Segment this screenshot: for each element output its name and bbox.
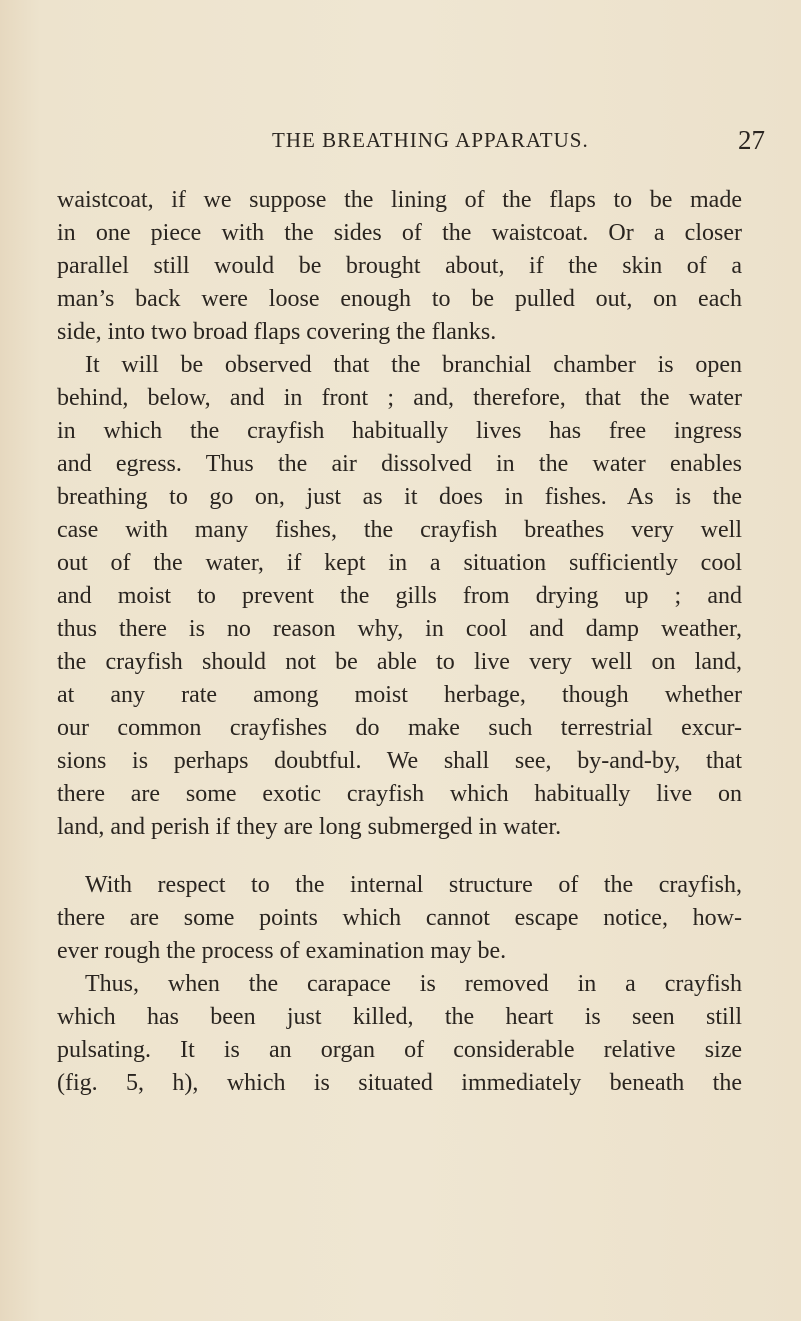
text-line: at any rate among moist herbage, though whether xyxy=(57,682,742,708)
text-line: land, and perish if they are long submerged in water. xyxy=(57,814,562,840)
text-line: thus there is no reason why, in cool and damp weather, xyxy=(57,616,742,642)
text-line: behind, below, and in front ; and, therefore, that the water xyxy=(57,385,742,411)
text-line: there are some exotic crayfish which habitually live on xyxy=(57,781,742,807)
text-line: With respect to the internal structure of the crayfish, xyxy=(85,872,742,898)
text-line: in one piece with the sides of the waistcoat. Or a closer xyxy=(57,220,742,246)
text-line: breathing to go on, just as it does in fishes. As is the xyxy=(57,484,742,510)
page-number: 27 xyxy=(738,125,765,155)
text-line: the crayfish should not be able to live very well on land, xyxy=(57,649,742,675)
text-line: (fig. 5, h), which is situated immediately beneath the xyxy=(57,1070,742,1096)
text-line: parallel still would be brought about, if the skin of a xyxy=(57,253,742,279)
running-head: THE BREATHING APPARATUS. xyxy=(272,128,589,152)
text-line: which has been just killed, the heart is seen still xyxy=(57,1004,742,1030)
page-header xyxy=(0,125,801,158)
text-line: there are some points which cannot escape notice, how- xyxy=(57,905,742,931)
text-line: ever rough the process of examination may be. xyxy=(57,938,507,964)
text-line: out of the water, if kept in a situation sufficiently cool xyxy=(57,550,742,576)
text-line: side, into two broad flaps covering the flanks. xyxy=(57,319,497,345)
text-line: and moist to prevent the gills from drying up ; and xyxy=(57,583,742,609)
text-line: sions is perhaps doubtful. We shall see, by-and-by, that xyxy=(57,748,742,774)
text-line: our common crayfishes do make such terrestrial excur- xyxy=(57,715,742,741)
text-line: man’s back were loose enough to be pulled out, on each xyxy=(57,286,742,312)
text-line: It will be observed that the branchial chamber is open xyxy=(85,352,742,378)
text-line: pulsating. It is an organ of considerable relative size xyxy=(57,1037,742,1063)
text-line: in which the crayfish habitually lives has free ingress xyxy=(57,418,742,444)
text-line: waistcoat, if we suppose the lining of the flaps to be made xyxy=(57,187,742,213)
text-line: case with many fishes, the crayfish breathes very well xyxy=(57,517,742,543)
text-line: and egress. Thus the air dissolved in the water enables xyxy=(57,451,742,477)
text-line: Thus, when the carapace is removed in a crayfish xyxy=(85,971,742,997)
